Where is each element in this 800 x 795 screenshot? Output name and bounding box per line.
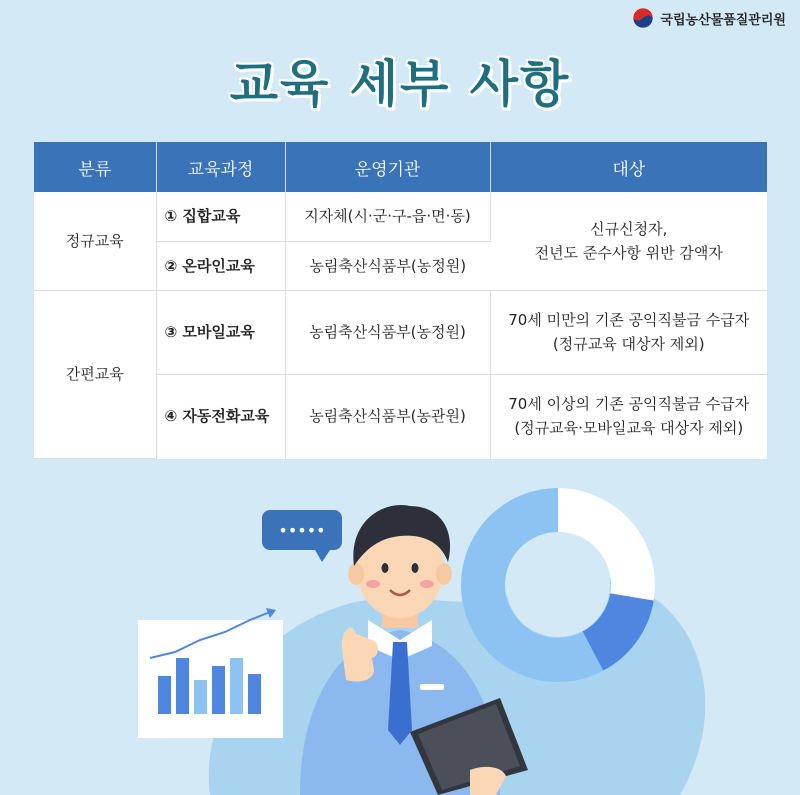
target-cell (490, 374, 767, 458)
speech-bubble-dots: ••••• (278, 521, 326, 540)
course-cell: ③ 모바일교육 (156, 290, 285, 374)
table-header-row (34, 142, 767, 192)
target-line: 전년도 준수사항 위반 감액자 (534, 243, 723, 262)
agency-cell: 농림축산식품부(농관원) (285, 374, 490, 458)
header-target: 대상 (490, 142, 767, 192)
table-row (34, 290, 767, 374)
education-details-table (34, 142, 767, 459)
header-category: 분류 (34, 142, 156, 192)
government-emblem-icon (632, 7, 654, 29)
agency-cell: 농림축산식품부(농정원) (285, 241, 490, 290)
bar-chart-icon (138, 608, 283, 738)
target-line: 70세 미만의 기존 공익직불금 수급자 (508, 311, 750, 329)
target-cell (490, 192, 767, 290)
target-line: 70세 이상의 기존 공익직불금 수급자 (508, 395, 750, 414)
course-cell: ② 온라인교육 (156, 241, 285, 290)
page-title: 교육 세부 사항 (229, 55, 571, 113)
table-row (34, 192, 767, 241)
target-line: (정규교육·모바일교육 대상자 제외) (514, 419, 744, 438)
target-cell (490, 290, 767, 374)
target-line: (정규교육 대상자 제외) (552, 335, 705, 353)
agency-cell: 지자체(시·군·구-읍·면·동) (285, 192, 490, 241)
course-cell: ① 집합교육 (156, 192, 285, 241)
speech-bubble-icon (262, 510, 342, 562)
header-course: 교육과정 (156, 142, 285, 192)
illustration (0, 470, 800, 795)
category-cell: 정규교육 (34, 192, 156, 290)
header-agency: 운영기관 (285, 142, 490, 192)
agency-cell: 농림축산식품부(농정원) (285, 290, 490, 374)
org-name: 국립농산물품질관리원 (660, 12, 786, 28)
category-cell: 간편교육 (34, 290, 156, 458)
course-cell: ④ 자동전화교육 (156, 374, 285, 458)
target-line: 신규신청자, (590, 219, 668, 238)
org-header (632, 7, 786, 29)
